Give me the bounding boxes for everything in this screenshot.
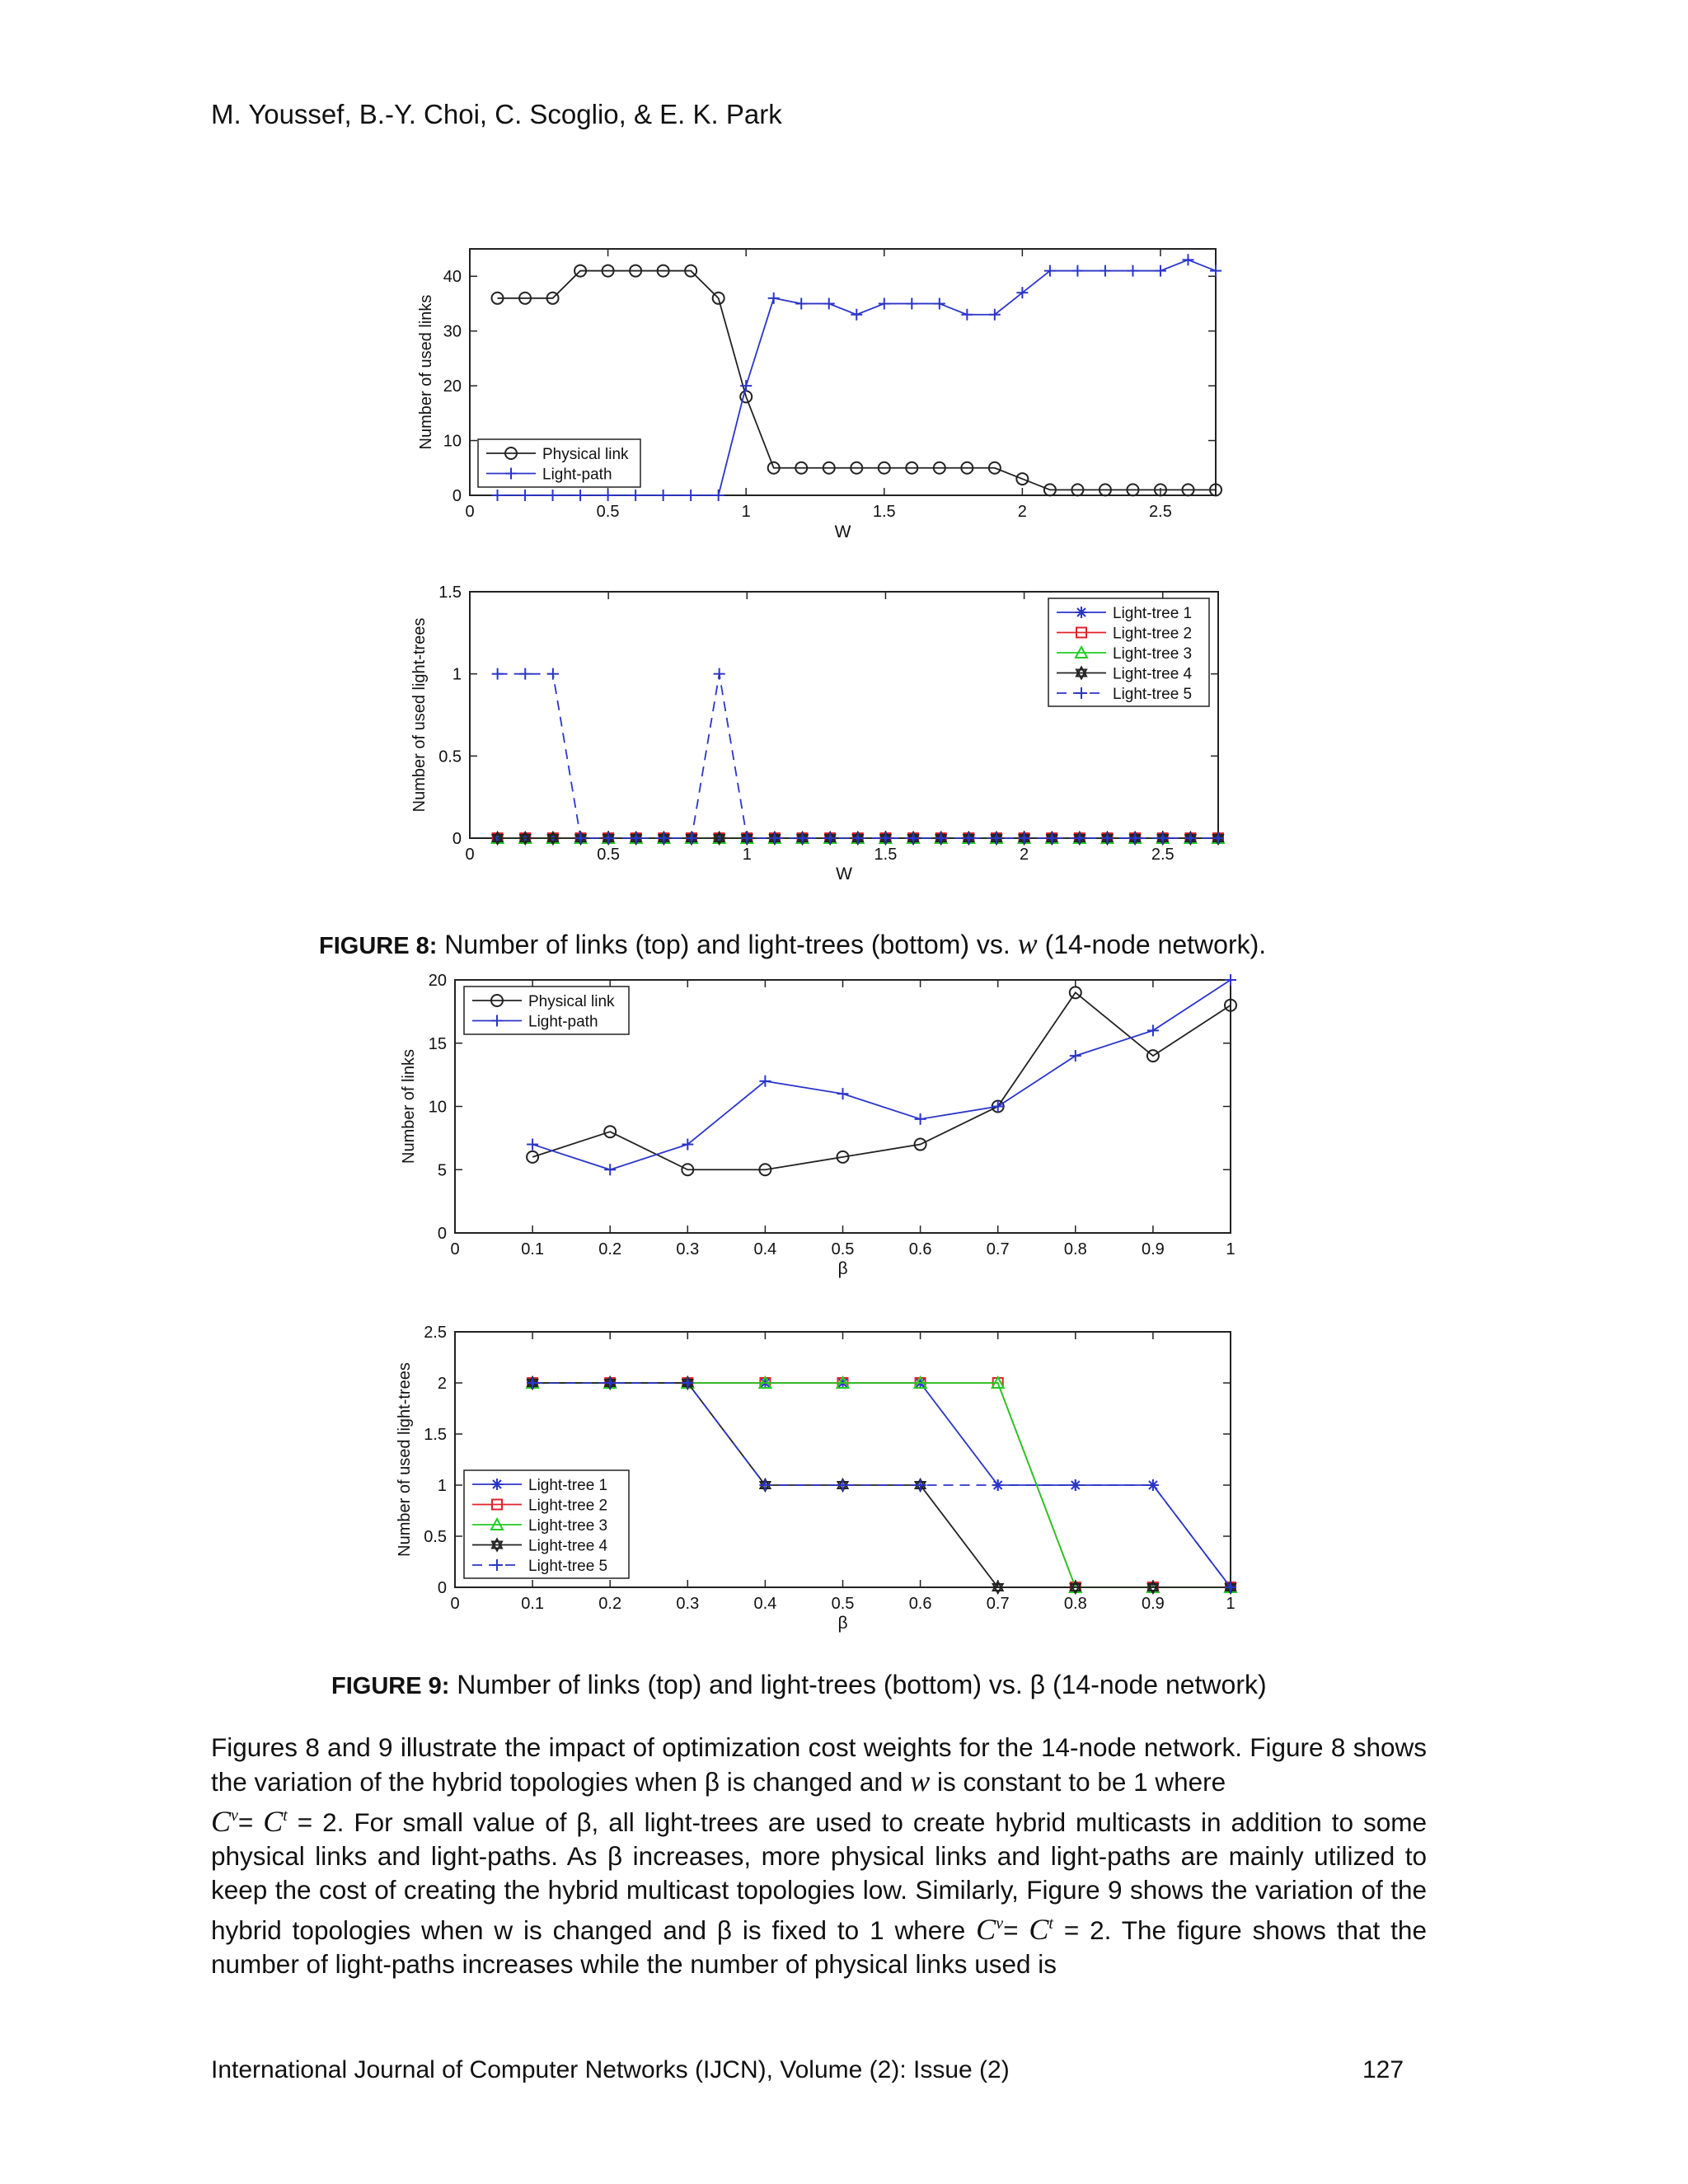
x-tick-label: 0.4 [753,1240,777,1258]
x-tick-label: 0.8 [1063,1240,1087,1258]
data-point [768,293,780,304]
x-tick-label: 0.9 [1141,1595,1165,1613]
y-tick-label: 2 [437,1375,447,1393]
data-point [1155,265,1166,277]
y-tick-label: 10 [443,432,462,451]
data-point [1210,265,1221,277]
data-point [1100,265,1111,277]
y-axis-label: Number of used light-trees [410,617,429,813]
y-tick-label: 0 [437,1225,447,1243]
x-tick-label: 0 [450,1240,460,1258]
x-axis-label: β [837,1259,848,1278]
x-tick-label: 0.6 [908,1595,932,1613]
data-point [795,298,807,309]
legend-label: Light-path [528,1013,598,1031]
legend-marker [1076,607,1087,618]
x-tick-label: 0.5 [596,503,620,521]
data-point [547,490,559,501]
figure-8-label: FIGURE 8: [319,933,438,959]
data-point [851,309,862,321]
body-eq-c: = [1003,1915,1029,1945]
data-point [1127,265,1138,277]
figure-9-label: FIGURE 9: [331,1673,450,1699]
data-point [915,1113,926,1125]
y-tick-label: 20 [443,377,462,396]
x-tick-label: 0.7 [986,1595,1010,1613]
x-tick-label: 2.5 [1149,503,1172,521]
footer-page-number: 127 [1362,2056,1404,2083]
figure-8-caption [319,926,1266,961]
body-cv-symbol: $C^v$ [211,1805,238,1838]
x-tick-label: 0.3 [676,1240,700,1258]
data-point [879,298,890,309]
x-tick-label: 0.7 [986,1240,1010,1258]
data-point [604,1164,616,1175]
x-tick-label: 1.5 [872,503,896,521]
x-axis-label: W [834,523,851,541]
x-tick-label: 0.2 [598,1240,622,1258]
x-tick-label: 2.5 [1151,846,1175,864]
x-tick-label: 0 [465,503,475,521]
legend-label: Physical link [542,446,629,463]
x-tick-label: 1 [1226,1240,1236,1258]
footer-journal: International Journal of Computer Networks (IJCN), Volume (2): Issue (2) [211,2056,1010,2083]
y-tick-label: 0 [452,830,462,848]
y-tick-label: 0 [437,1579,447,1597]
data-point [1071,265,1083,277]
y-tick-label: 1 [452,665,462,684]
y-axis-label: Number of links [400,1049,418,1164]
x-tick-label: 0.8 [1063,1595,1087,1613]
data-point [713,490,724,501]
body-ct-symbol: $C^t$ [263,1805,288,1838]
x-tick-label: 1 [742,846,752,864]
y-tick-label: 0.5 [438,748,462,766]
data-point [547,668,559,680]
x-axis-label: W [836,865,852,883]
x-tick-label: 0 [465,846,475,864]
fig8-top-legend [478,439,640,487]
x-tick-label: 2 [1020,846,1029,864]
fig9-top-plot [400,972,1236,1278]
legend-label: Light-tree 3 [1113,645,1193,663]
x-tick-label: 0.4 [753,1595,777,1613]
body-eq-a: = [237,1807,264,1837]
legend-label: Light-tree 5 [528,1558,608,1575]
x-tick-label: 0.2 [598,1595,622,1613]
y-tick-label: 1.5 [438,583,462,602]
body-sentence-4: = 2. The figure shows that the number of light-paths increases while the number of physical links used is [211,1915,1427,1979]
figure-8-symbol: w [1017,927,1038,960]
body-w-symbol: w [910,1765,931,1797]
x-tick-label: 1 [1226,1595,1236,1613]
data-point [519,490,531,501]
y-axis-label: Number of used light-trees [396,1362,414,1557]
data-point [603,490,614,501]
body-ct-symbol-2: $C^t$ [1029,1913,1053,1946]
x-tick-label: 2 [1017,503,1027,521]
figure-8-text-after: (14-node network). [1044,930,1267,959]
figure-8-text-before: Number of links (top) and light-trees (bottom) vs. [444,930,1010,959]
fig8-bottom-plot [410,583,1224,883]
data-point [1182,254,1193,265]
y-tick-label: 30 [443,322,462,341]
x-tick-label: 1 [741,503,751,521]
figure-9-caption [331,1670,1267,1700]
y-tick-label: 40 [443,268,462,287]
legend-label: Light-tree 1 [528,1477,608,1494]
y-tick-label: 1 [437,1477,447,1495]
x-tick-label: 0.5 [831,1595,855,1613]
data-point [685,490,696,501]
data-point [934,298,945,309]
x-tick-label: 0 [450,1595,460,1613]
fig8-bottom-legend [1048,598,1209,706]
x-tick-label: 0.3 [676,1595,700,1613]
fig9-bottom-legend [464,1470,629,1578]
legend-label: Light-path [542,466,612,484]
data-point [1147,1024,1159,1036]
data-point [1225,974,1236,986]
body-sentence-3: = 2. For small value of β, all light-trees are used to create hybrid multicasts in addition to some physical links and light-paths. As β increases, more physical links and light-paths are mainly utilized to keep the cost of creating the hybrid multicast topologies low. Similarly, Figure 9 shows the variation of the hybrid topologies when w is changed and β is fixed to 1 where [211,1807,1427,1945]
legend-label: Light-tree 4 [528,1537,608,1555]
figure-9-text: Number of links (top) and light-trees (bottom) vs. β (14-node network) [457,1670,1267,1699]
data-point [527,1139,538,1151]
data-point [519,668,531,680]
series-line [532,980,1231,1169]
data-point [492,668,504,680]
body-sentence-2: is constant to be 1 where [936,1767,1226,1797]
data-point [1070,1050,1081,1062]
fig9-top-legend [464,987,629,1034]
x-tick-label: 0.6 [908,1240,932,1258]
x-tick-label: 0.5 [597,846,621,864]
data-point [574,490,586,501]
x-tick-label: 0.1 [521,1595,545,1613]
series-line [532,1383,1231,1587]
legend-label: Light-tree 1 [1113,605,1193,622]
x-tick-label: 0.1 [521,1240,545,1258]
y-tick-label: 15 [428,1034,447,1053]
x-tick-label: 1.5 [874,846,898,864]
data-point [658,490,669,501]
y-tick-label: 0 [452,487,462,505]
page-header: M. Youssef, B.-Y. Choi, C. Scoglio, & E. K. Park [211,99,782,129]
series-line [532,992,1231,1169]
data-point [823,298,835,309]
data-point [492,490,504,501]
data-point [630,490,641,501]
fig9-bottom-plot [396,1324,1236,1633]
y-tick-label: 20 [428,972,447,990]
data-point [714,668,725,680]
x-axis-label: β [837,1614,848,1633]
body-cv-symbol-2: $C^v$ [976,1913,1004,1946]
legend-label: Light-tree 2 [528,1497,608,1515]
legend-label: Physical link [528,993,615,1010]
data-point [906,298,917,309]
body-paragraph [211,1731,1427,1981]
fig8-top-plot [417,249,1221,541]
x-tick-label: 0.5 [831,1240,855,1258]
y-tick-label: 1.5 [424,1426,447,1444]
legend-label: Light-tree 2 [1113,625,1193,643]
x-tick-label: 0.9 [1141,1240,1165,1258]
y-tick-label: 0.5 [424,1528,447,1546]
legend-label: Light-tree 3 [528,1517,608,1535]
legend-label: Light-tree 5 [1113,686,1193,703]
legend-marker [491,1479,503,1490]
y-tick-label: 2.5 [424,1324,447,1342]
data-point [961,309,973,321]
y-tick-label: 10 [428,1098,447,1117]
y-axis-label: Number of used links [417,294,435,450]
y-tick-label: 5 [437,1161,447,1180]
body-sentence-1: Figures 8 and 9 illustrate the impact of optimization cost weights for the 14-node network. Figure 8 shows the variation of the hybrid topologies when β is changed and [211,1732,1427,1797]
legend-label: Light-tree 4 [1113,665,1193,683]
data-point [837,1088,849,1099]
